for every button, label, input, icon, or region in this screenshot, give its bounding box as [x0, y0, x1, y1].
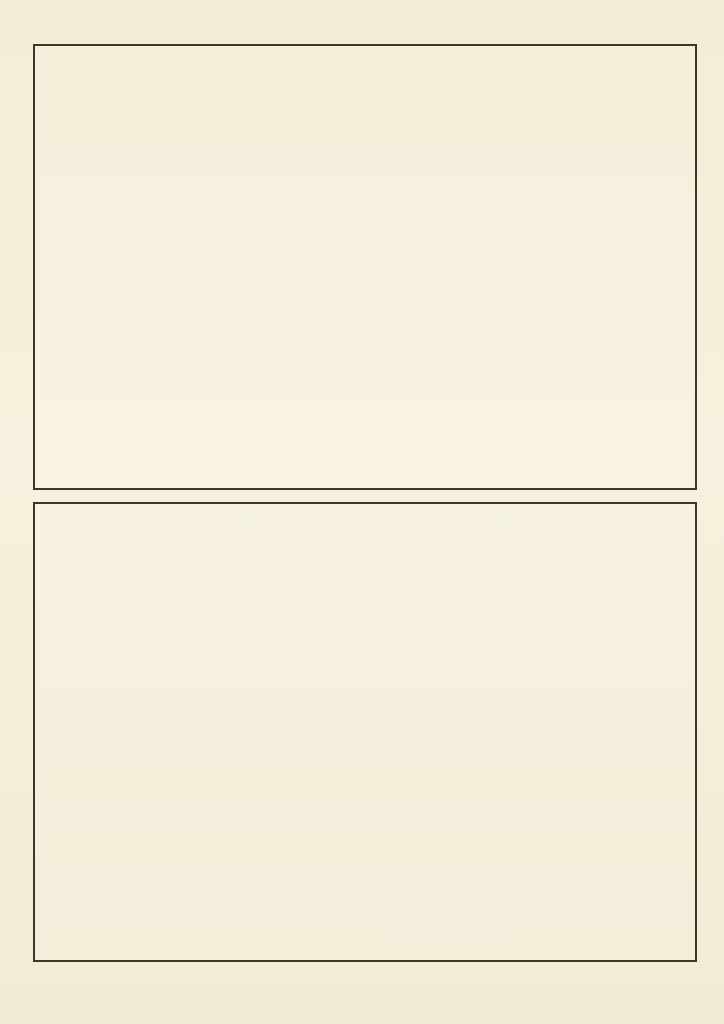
roster-table-top — [33, 44, 697, 490]
roster-table-bottom — [33, 502, 697, 962]
table-frame — [33, 44, 697, 962]
